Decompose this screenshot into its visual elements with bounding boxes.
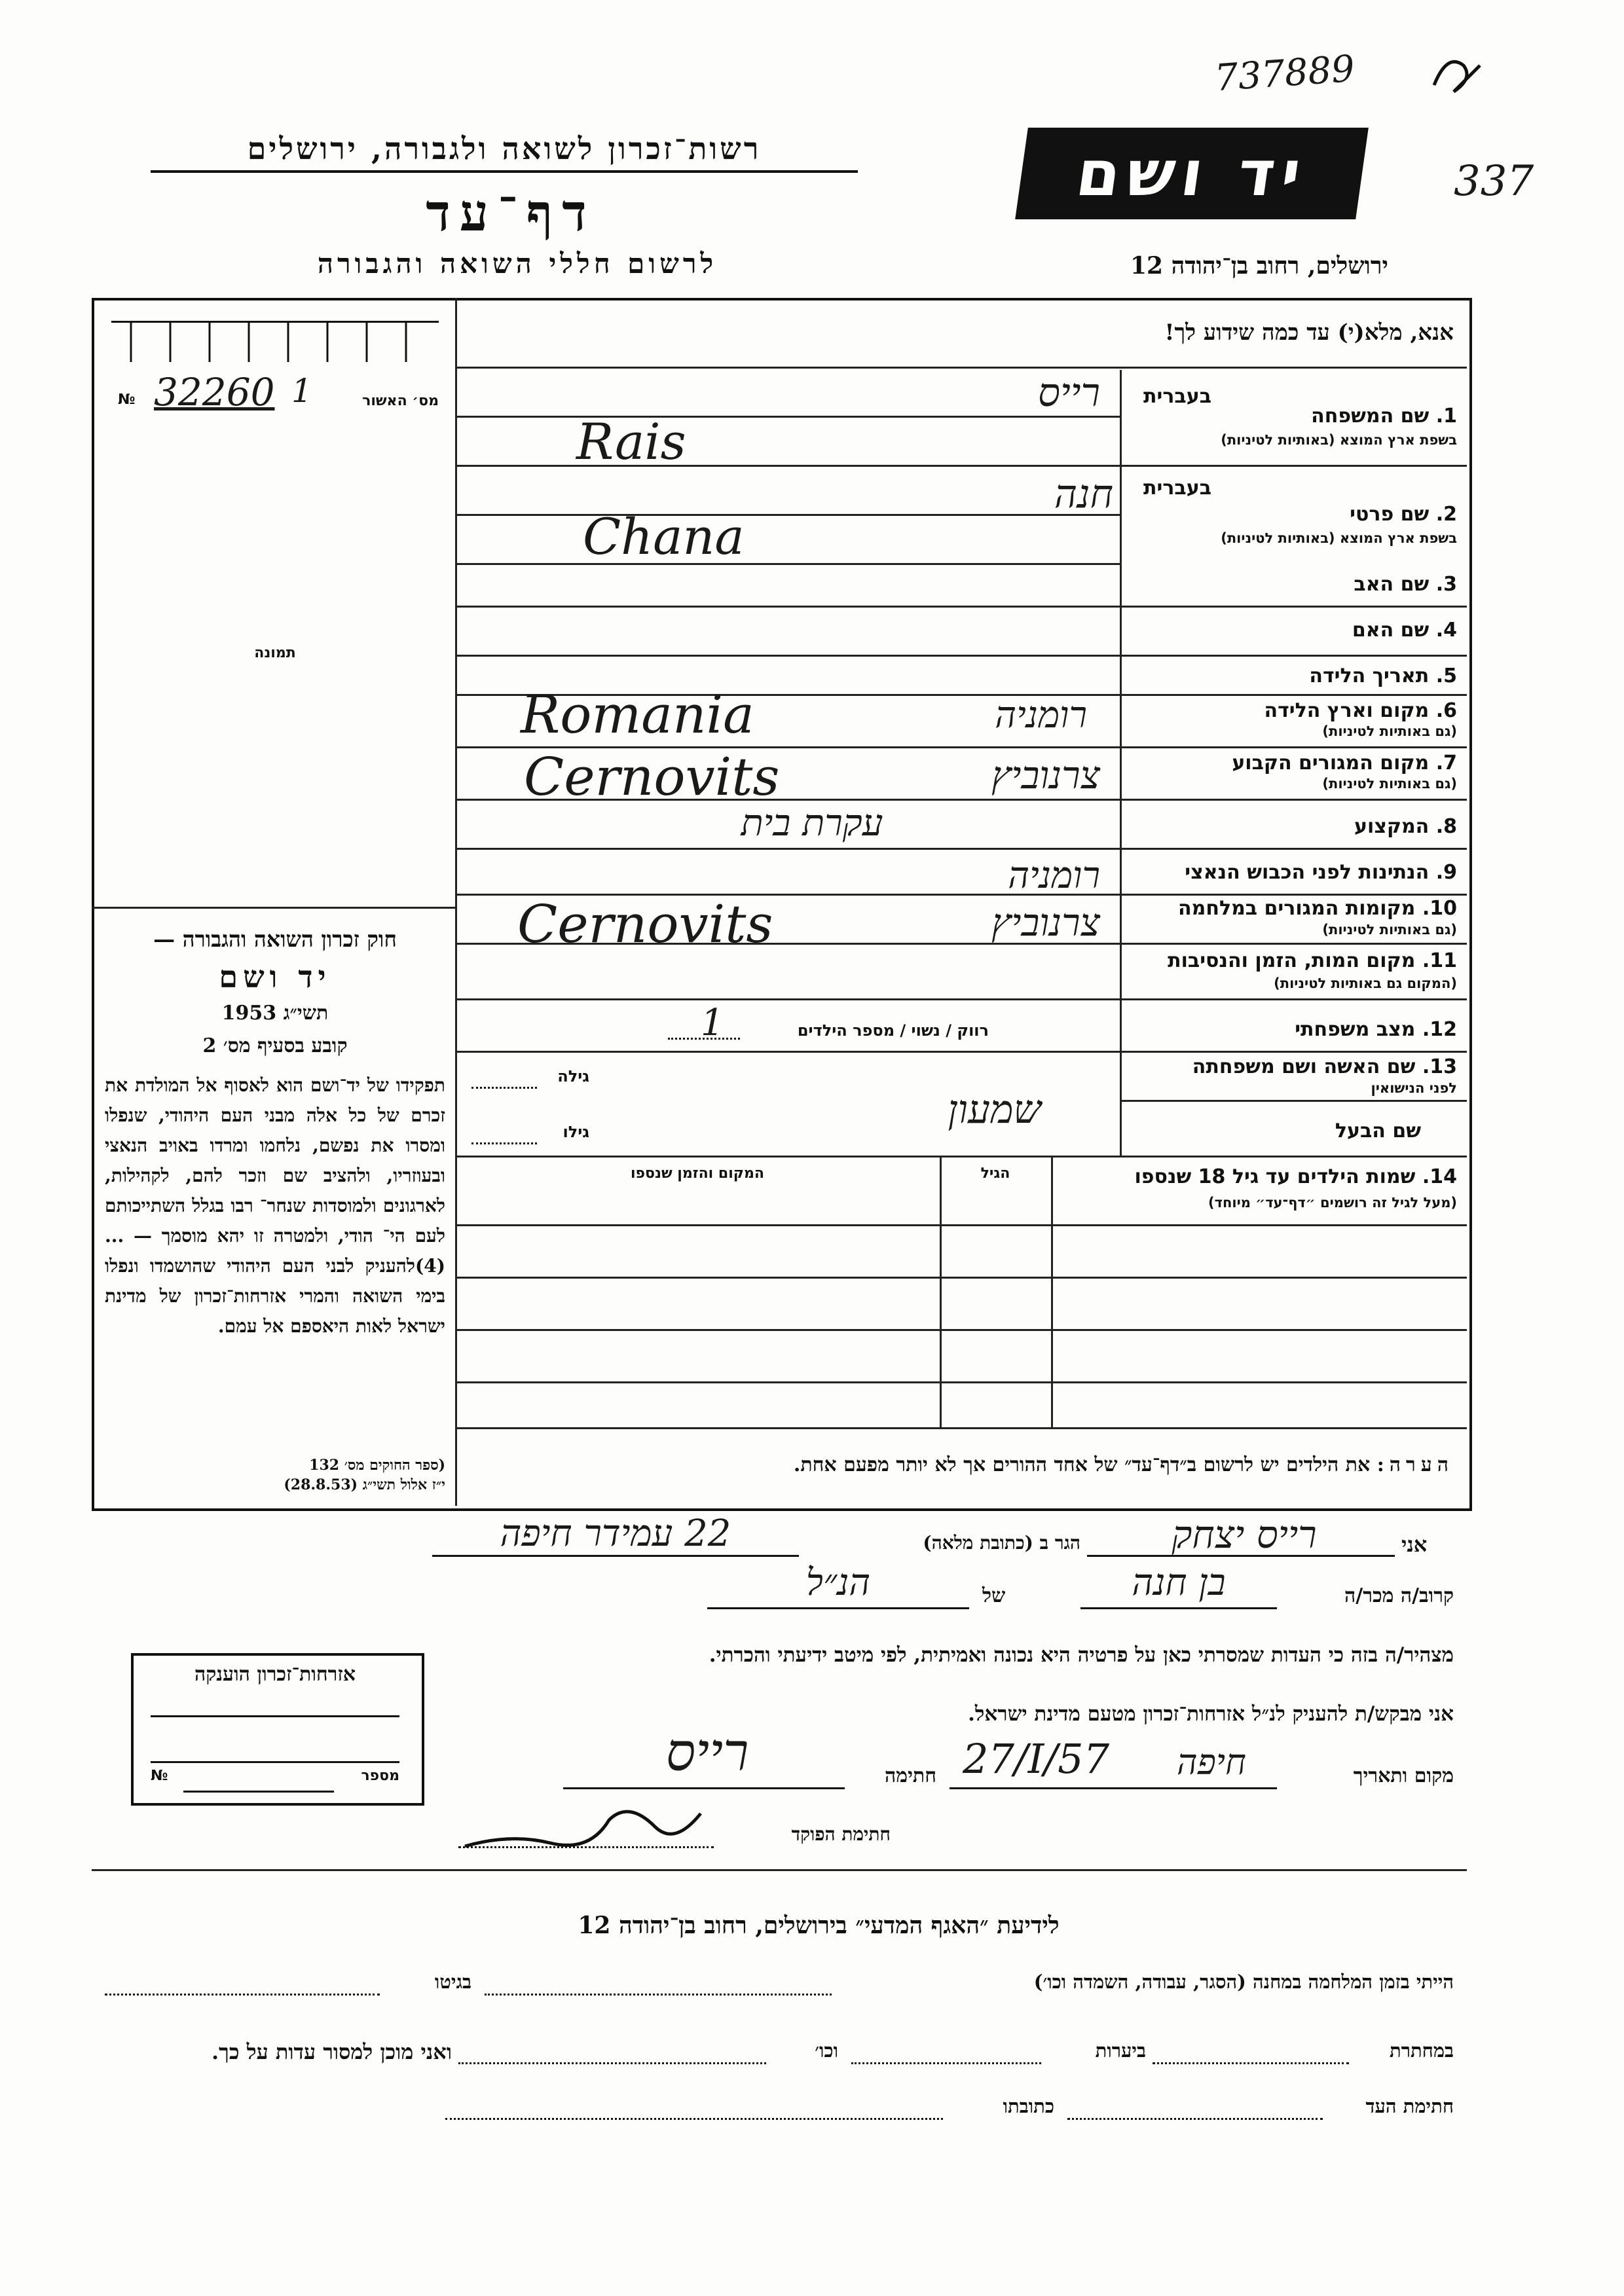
archive-mark: 337 bbox=[1454, 157, 1534, 206]
field-10-sub: (גם באותיות לטיניות) bbox=[1322, 922, 1457, 938]
field-6-sub: (גם באותיות לטיניות) bbox=[1322, 723, 1457, 739]
citizenship-no-symbol: № bbox=[151, 1768, 168, 1784]
form-title: דף־עד bbox=[426, 183, 596, 243]
law-body: תפקידו של יד־ושם הוא לאסוף אל המולדת את זכרם של כל אלה מבני העם היהודי, שנפלו ומסרו את נפשם, נלחמו ומרדו באויב הנאצי ובעוזריו, ולהציב שם וזכר להם, לקהילות, לארגונים ולמוסדות שנחר־ רבו בגלל השתייכותם לעם הי־ הודי, ולמטרה זו יהא מוסמך — ...(4)להעניק לבני העם היהודי שהושמדו ונפלו בימי השואה והמרי אזרחות־זכרון של מדינת ישראל לאות היאספם אל עמם. bbox=[105, 1074, 445, 1337]
bottom-line2-b: ביערות bbox=[1095, 2039, 1146, 2062]
place-date-label: מקום ותאריך bbox=[1353, 1764, 1454, 1787]
decl-shel: של bbox=[982, 1584, 1006, 1607]
col-place-header: המקום והזמן שנספו bbox=[631, 1165, 764, 1182]
org-name: רשות־זכרון לשואה ולגבורה, ירושלים bbox=[151, 131, 858, 173]
col-age-header: הגיל bbox=[980, 1165, 1010, 1182]
field-13-label: 13. שם האשה ושם משפחתה bbox=[1192, 1055, 1457, 1078]
war-residence-hebrew[interactable]: צרנוביץ bbox=[991, 900, 1100, 945]
field-2-tag: בעברית bbox=[1143, 477, 1211, 500]
yad-vashem-logo: יד ושם bbox=[1015, 128, 1369, 219]
bottom-line3-b: כתובתו bbox=[1003, 2095, 1054, 2117]
decl-ani: אני bbox=[1401, 1532, 1428, 1557]
field-12-label: 12. מצב משפחתי bbox=[1295, 1018, 1457, 1041]
form-subtitle: לרשום חללי השואה והגבורה bbox=[317, 247, 718, 280]
children-label: 14. שמות הילדים עד גיל 18 שנספו bbox=[1134, 1165, 1457, 1188]
field-11-sub: (המקום גם באותיות לטיניות) bbox=[1274, 975, 1457, 991]
birthplace-hebrew[interactable]: רומניה bbox=[995, 694, 1087, 737]
intro-text: אנא, מלא(י) עד כמה שידוע לך! bbox=[1164, 319, 1454, 346]
bottom-line1-a: הייתי בזמן המלחמה במחנה (הסגר, עבודה, השמדה וכו׳) bbox=[1033, 1971, 1454, 1993]
firstname-hebrew[interactable]: חנה bbox=[1054, 471, 1113, 517]
relation-of-value[interactable]: הנ״ל bbox=[805, 1561, 871, 1604]
field-13-sub: לפני הנישואין bbox=[1371, 1080, 1457, 1096]
field-9-label: 9. הנתינות לפני הכבוש הנאצי bbox=[1185, 861, 1457, 884]
field-8-label: 8. המקצוע bbox=[1354, 815, 1457, 838]
check-mark-icon bbox=[1428, 46, 1486, 107]
bottom-line2-d: ואני מוכן למסור עדות על כך. bbox=[211, 2039, 452, 2064]
date-value[interactable]: 27/I/57 bbox=[963, 1735, 1110, 1783]
nationality-value[interactable]: רומניה bbox=[1008, 854, 1100, 897]
decl-resides-label: הגר ב (כתובת מלאה) bbox=[923, 1532, 1080, 1554]
registration-label: מס׳ האשור bbox=[362, 393, 439, 409]
field-7-sub: (גם באותיות לטיניות) bbox=[1322, 776, 1457, 792]
residence-hebrew[interactable]: צרנוביץ bbox=[991, 753, 1100, 797]
registration-suffix: 1 bbox=[291, 372, 312, 410]
citizenship-num-label: מספר bbox=[361, 1768, 399, 1784]
field-3-label: 3. שם האב bbox=[1354, 573, 1457, 596]
signature-label: חתימה bbox=[885, 1764, 936, 1787]
wife-age-label: גילה bbox=[557, 1067, 589, 1085]
husband-name[interactable]: שמעון bbox=[948, 1087, 1041, 1133]
field-2-label: 2. שם פרטי bbox=[1350, 503, 1457, 526]
children-sub: (מעל לגיל זה רושמים ״דף־עד״ מיוחד) bbox=[1208, 1195, 1457, 1211]
bottom-line2-c: וכו׳ bbox=[815, 2039, 838, 2062]
firstname-latin[interactable]: Chana bbox=[583, 507, 745, 566]
place-value[interactable]: חיפה bbox=[1176, 1741, 1247, 1783]
decl-request: אני מבקש/ת להעניק לנ״ל אזרחות־זכרון מטעם מדינת ישראל. bbox=[968, 1702, 1454, 1726]
signature-value[interactable]: רייס bbox=[665, 1722, 749, 1783]
field-7-label: 7. מקום המגורים הקבוע bbox=[1232, 752, 1457, 774]
field-1-tag: בעברית bbox=[1143, 385, 1211, 408]
husband-age-label: גילו bbox=[563, 1123, 589, 1141]
law-clause: קובע בסעיף מס׳ 2 bbox=[202, 1034, 348, 1057]
law-ref-2: י״ז אלול תשי״ג (28.8.53) bbox=[284, 1476, 445, 1493]
bottom-title: לידיעת ״האגף המדעי״ בירושלים, רחוב בן־יהודה 12 bbox=[578, 1912, 1060, 1939]
declarant-name[interactable]: רייס יצחק bbox=[1172, 1512, 1317, 1557]
war-residence-latin[interactable]: Cernovits bbox=[517, 894, 773, 955]
declarant-address[interactable]: 22 עמידר חיפה bbox=[500, 1512, 731, 1555]
surname-latin[interactable]: Rais bbox=[576, 412, 686, 471]
field-1-label: 1. שם המשפחה bbox=[1311, 405, 1457, 428]
archive-number: 737889 bbox=[1213, 47, 1356, 100]
field-5-label: 5. תאריך הלידה bbox=[1309, 665, 1457, 687]
profession-value[interactable]: עקרת בית bbox=[741, 802, 883, 845]
decl-statement: מצהיר/ה בזה כי העדות שמסרתי כאן על פרטיה היא נכונה ואמיתית, לפי מיטב ידיעתי והכרתי. bbox=[709, 1643, 1454, 1667]
field-11-label: 11. מקום המות, הזמן והנסיבות bbox=[1168, 949, 1457, 972]
header-address: ירושלים, רחוב בן־יהודה 12 bbox=[1130, 252, 1388, 280]
registration-boxes bbox=[111, 321, 439, 362]
law-year: תשי״ג 1953 bbox=[221, 1002, 329, 1025]
bottom-line1-b: בגיטו bbox=[434, 1971, 471, 1993]
field-2-sub: בשפת ארץ המוצא (באותיות לטיניות) bbox=[1221, 530, 1457, 546]
law-title: חוק זכרון השואה והגבורה — bbox=[153, 926, 397, 952]
note-label: הערה: bbox=[1376, 1453, 1454, 1476]
clerk-signature-label: חתימת הפוקד bbox=[791, 1823, 891, 1845]
children-count[interactable]: 1 bbox=[701, 1002, 724, 1044]
registration-number: 32260 bbox=[154, 370, 275, 414]
husband-label: שם הבעל bbox=[1335, 1120, 1421, 1142]
birthplace-latin[interactable]: Romania bbox=[521, 684, 754, 745]
photo-label: תמונה bbox=[254, 645, 296, 661]
decl-relative-label: קרוב/ה מכר/ה bbox=[1344, 1584, 1454, 1607]
field-6-label: 6. מקום וארץ הלידה bbox=[1264, 699, 1457, 722]
clerk-signature-mark bbox=[458, 1794, 707, 1868]
field-1-sub: בשפת ארץ המוצא (באותיות לטיניות) bbox=[1221, 432, 1457, 448]
note-text: הערה: את הילדים יש לרשום ב״דף־עד״ של אחד ההורים אך לא יותר מפעם אחת. bbox=[793, 1453, 1454, 1476]
field-10-label: 10. מקומות המגורים במלחמה bbox=[1178, 897, 1457, 920]
bottom-line2-a: במחתרת bbox=[1390, 2039, 1454, 2062]
residence-latin[interactable]: Cernovits bbox=[524, 746, 780, 807]
field-4-label: 4. שם האם bbox=[1352, 619, 1457, 642]
surname-hebrew[interactable]: רייס bbox=[1037, 370, 1100, 416]
bottom-line3-a: חתימת העד bbox=[1365, 2095, 1454, 2117]
marital-options[interactable]: רווק / נשוי / מספר הילדים bbox=[797, 1021, 989, 1040]
law-ref-1: (ספר החוקים מס׳ 132 bbox=[309, 1457, 445, 1474]
registration-no-symbol: № bbox=[118, 392, 136, 408]
relation-value[interactable]: בן חנה bbox=[1132, 1561, 1226, 1604]
law-name: יד ושם bbox=[219, 959, 331, 994]
citizenship-title: אזרחות־זכרון הוענקה bbox=[194, 1663, 356, 1686]
